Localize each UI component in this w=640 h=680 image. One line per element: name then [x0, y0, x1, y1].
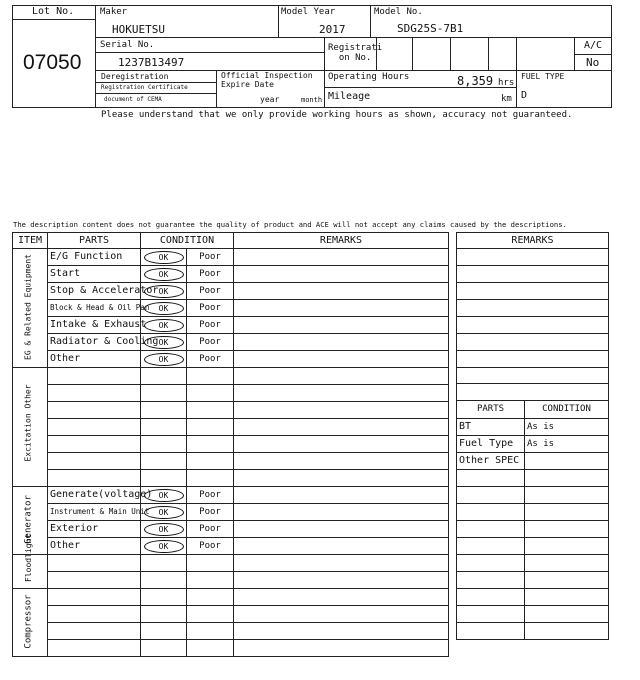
right-part-name [457, 606, 525, 623]
ok-circle: OK [144, 268, 184, 281]
section-label [13, 249, 48, 368]
inspection-table [12, 232, 449, 657]
table-row [13, 300, 449, 317]
part-name [48, 606, 141, 623]
part-name [48, 419, 141, 436]
condition-header: CONDITION [141, 233, 234, 249]
table-row [13, 521, 449, 538]
condition-poor: Poor [187, 317, 234, 334]
condition-poor: Poor [187, 334, 234, 351]
section-name: Floodlight [23, 533, 33, 582]
registration-certificate-label: Registration Certificate [101, 84, 188, 91]
cema-document-label: document of CEMA [104, 96, 162, 103]
table-row [457, 351, 609, 368]
serial-value: 1237B13497 [118, 56, 185, 69]
remarks-cell [234, 470, 449, 487]
part-name: Other [48, 351, 141, 368]
right-part-name [457, 470, 525, 487]
part-name [48, 385, 141, 402]
table-row [457, 401, 609, 419]
table-row [13, 334, 449, 351]
table-row [13, 368, 449, 385]
spacer-cell [457, 368, 609, 384]
remarks-cell [234, 419, 449, 436]
deregistration-label: Deregistration [101, 72, 169, 81]
table-row [13, 266, 449, 283]
right-condition-value [525, 606, 609, 623]
remarks-cell [457, 283, 609, 300]
table-row [13, 606, 449, 623]
disclaimer: The description content does not guarantee the quality of product and ACE will not accept any claims caused by the descriptions. [13, 220, 567, 229]
table-row [457, 589, 609, 606]
ok-circle: OK [144, 302, 184, 315]
table-row [457, 283, 609, 300]
right-part-name [457, 623, 525, 640]
ok-circle: OK [144, 523, 184, 536]
remarks-cell [457, 317, 609, 334]
parts-header: PARTS [48, 233, 141, 249]
condition-poor [187, 385, 234, 402]
condition-poor: Poor [187, 487, 234, 504]
model-year-value: 2017 [319, 23, 346, 36]
part-name: Start [48, 266, 141, 283]
section-label [13, 589, 48, 657]
part-name: Stop & Accelerator [48, 283, 141, 300]
part-name: E/G Function [48, 249, 141, 266]
right-part-name [457, 487, 525, 504]
fuel-type-value: D [521, 90, 528, 101]
condition-ok [141, 266, 187, 283]
table-row [457, 572, 609, 589]
section-name: EG & Related Equipment [23, 253, 33, 360]
remarks-cell [234, 572, 449, 589]
part-name [48, 640, 141, 657]
remarks-cell [234, 317, 449, 334]
condition-poor [187, 623, 234, 640]
part-name: Radiator & Cooling [48, 334, 141, 351]
right-condition-value [525, 470, 609, 487]
ac-value: No [586, 56, 600, 69]
condition-poor [187, 589, 234, 606]
model-year-label: Model Year [281, 7, 336, 17]
right-part-name: Other SPEC [457, 453, 525, 470]
table-row [457, 317, 609, 334]
condition-poor [187, 368, 234, 385]
right-condition-value [525, 487, 609, 504]
right-condition-value [525, 521, 609, 538]
remarks-cell [234, 589, 449, 606]
condition-ok [141, 470, 187, 487]
condition-poor [187, 453, 234, 470]
remarks-cell [234, 334, 449, 351]
remarks-cell [234, 521, 449, 538]
right-part-name: BT [457, 419, 525, 436]
table-row [457, 623, 609, 640]
ok-circle: OK [144, 251, 184, 264]
part-name: Instrument & Main Unit [48, 504, 141, 521]
condition-poor [187, 402, 234, 419]
condition-ok [141, 453, 187, 470]
condition-ok [141, 487, 187, 504]
condition-ok [141, 436, 187, 453]
spacer-cell [457, 384, 609, 401]
part-name: Generate(voltage) [48, 487, 141, 504]
table-row [13, 555, 449, 572]
right-condition-value [525, 623, 609, 640]
remarks-cell [234, 538, 449, 555]
part-name [48, 402, 141, 419]
part-name: Intake & Exhaust [48, 317, 141, 334]
right-condition-value [525, 572, 609, 589]
remarks-cell [234, 402, 449, 419]
right-part-name [457, 521, 525, 538]
remarks-cell [457, 266, 609, 283]
condition-poor [187, 470, 234, 487]
remarks-cell [234, 555, 449, 572]
part-name [48, 555, 141, 572]
table-row [13, 436, 449, 453]
right-part-name [457, 572, 525, 589]
remarks-cell [234, 351, 449, 368]
year-label: year [260, 95, 280, 104]
table-row [457, 606, 609, 623]
table-row [457, 368, 609, 384]
table-row [13, 351, 449, 368]
remarks-cell [234, 453, 449, 470]
condition-ok [141, 300, 187, 317]
section-label [13, 368, 48, 487]
km-label: km [501, 94, 512, 104]
condition-poor [187, 606, 234, 623]
condition-ok [141, 249, 187, 266]
part-name: Exterior [48, 521, 141, 538]
remarks-cell [457, 249, 609, 266]
condition-ok [141, 317, 187, 334]
month-label: month [301, 96, 323, 104]
condition-ok [141, 504, 187, 521]
condition-ok [141, 368, 187, 385]
remarks-cell [234, 640, 449, 657]
right-table [456, 232, 609, 640]
condition-poor: Poor [187, 283, 234, 300]
table-row [457, 470, 609, 487]
operating-hours-value: 8,359 [457, 74, 494, 88]
table-row [13, 317, 449, 334]
right-condition-value: As is [525, 419, 609, 436]
ac-label: A/C [584, 40, 603, 51]
remarks-cell [457, 334, 609, 351]
ok-circle: OK [144, 489, 184, 502]
table-row [13, 402, 449, 419]
table-row [457, 419, 609, 436]
right-part-name: Fuel Type [457, 436, 525, 453]
table-row [13, 419, 449, 436]
condition-poor: Poor [187, 351, 234, 368]
right-part-name [457, 589, 525, 606]
part-name [48, 368, 141, 385]
condition-poor [187, 419, 234, 436]
table-row [13, 623, 449, 640]
table-row [13, 249, 449, 266]
lot-label: Lot No. [32, 6, 75, 17]
inspection-label: Official Inspection Expire Date [221, 71, 313, 89]
registration-label: Registrati on No. [328, 43, 383, 63]
remarks-cell [234, 436, 449, 453]
table-row [457, 300, 609, 317]
condition-ok [141, 283, 187, 300]
maker-value: HOKUETSU [112, 23, 165, 36]
condition-ok [141, 351, 187, 368]
remarks-cell [457, 300, 609, 317]
remarks-cell [234, 300, 449, 317]
part-name [48, 470, 141, 487]
condition-ok [141, 606, 187, 623]
condition-poor: Poor [187, 521, 234, 538]
condition-poor [187, 572, 234, 589]
part-name [48, 572, 141, 589]
condition-poor [187, 640, 234, 657]
condition-poor [187, 555, 234, 572]
right-remarks-header: REMARKS [457, 233, 609, 249]
section-name: Generator [23, 495, 33, 544]
right-part-name [457, 504, 525, 521]
mileage-label: Mileage [328, 91, 371, 102]
remarks-cell [234, 606, 449, 623]
table-row [457, 521, 609, 538]
remarks-cell [234, 283, 449, 300]
condition-poor: Poor [187, 538, 234, 555]
right-condition-header: CONDITION [525, 401, 609, 419]
table-row [13, 504, 449, 521]
condition-ok [141, 419, 187, 436]
hours-note: Please understand that we only provide working hours as shown, accuracy not guaranteed. [101, 110, 573, 120]
remarks-cell [234, 368, 449, 385]
right-condition-value [525, 504, 609, 521]
part-name [48, 453, 141, 470]
condition-ok [141, 623, 187, 640]
right-condition-value: As is [525, 436, 609, 453]
item-header: ITEM [13, 233, 48, 249]
table-row [13, 640, 449, 657]
condition-poor: Poor [187, 266, 234, 283]
remarks-cell [457, 351, 609, 368]
table-row [457, 384, 609, 401]
model-no-label: Model No. [374, 7, 423, 17]
table-row [13, 283, 449, 300]
table-row [457, 334, 609, 351]
condition-ok [141, 521, 187, 538]
table-row [457, 538, 609, 555]
section-label [13, 533, 48, 589]
section-name: Excitation Other [23, 383, 33, 462]
table-row [457, 436, 609, 453]
table-row [457, 249, 609, 266]
table-row [13, 487, 449, 504]
part-name [48, 623, 141, 640]
table-row [457, 453, 609, 470]
operating-hours-label: Operating Hours [328, 72, 410, 82]
right-part-name [457, 555, 525, 572]
remarks-cell [234, 385, 449, 402]
remarks-cell [234, 623, 449, 640]
right-part-name [457, 538, 525, 555]
ok-circle: OK [144, 506, 184, 519]
right-condition-value [525, 589, 609, 606]
condition-ok [141, 572, 187, 589]
table-row [13, 385, 449, 402]
table-row [13, 470, 449, 487]
part-name: Other [48, 538, 141, 555]
fuel-type-label: FUEL TYPE [521, 72, 565, 81]
section-name: Compressor [23, 594, 33, 649]
condition-ok [141, 334, 187, 351]
part-name [48, 436, 141, 453]
table-row [13, 589, 449, 606]
condition-poor: Poor [187, 300, 234, 317]
remarks-cell [234, 266, 449, 283]
part-name: Block & Head & Oil Pan [48, 300, 141, 317]
table-row [13, 453, 449, 470]
remarks-cell [234, 249, 449, 266]
ok-circle: OK [144, 540, 184, 553]
serial-label: Serial No. [100, 40, 155, 50]
condition-poor [187, 436, 234, 453]
maker-label: Maker [100, 7, 128, 17]
condition-ok [141, 640, 187, 657]
right-condition-value [525, 538, 609, 555]
condition-poor: Poor [187, 504, 234, 521]
table-row [457, 555, 609, 572]
part-name [48, 589, 141, 606]
condition-ok [141, 402, 187, 419]
ok-circle: OK [144, 336, 184, 349]
remarks-header: REMARKS [234, 233, 449, 249]
ok-circle: OK [144, 285, 184, 298]
table-row [13, 538, 449, 555]
condition-ok [141, 555, 187, 572]
lot-number: 07050 [23, 51, 82, 74]
right-parts-header: PARTS [457, 401, 525, 419]
hrs-label: hrs [498, 78, 515, 88]
table-row [457, 266, 609, 283]
condition-ok [141, 538, 187, 555]
ok-circle: OK [144, 353, 184, 366]
right-condition-value [525, 555, 609, 572]
condition-ok [141, 589, 187, 606]
table-row [457, 504, 609, 521]
model-no-value: SDG25S-7B1 [397, 22, 464, 35]
condition-poor: Poor [187, 249, 234, 266]
condition-ok [141, 385, 187, 402]
remarks-cell [234, 487, 449, 504]
remarks-cell [234, 504, 449, 521]
table-row [13, 572, 449, 589]
ok-circle: OK [144, 319, 184, 332]
table-row [457, 487, 609, 504]
right-condition-value [525, 453, 609, 470]
